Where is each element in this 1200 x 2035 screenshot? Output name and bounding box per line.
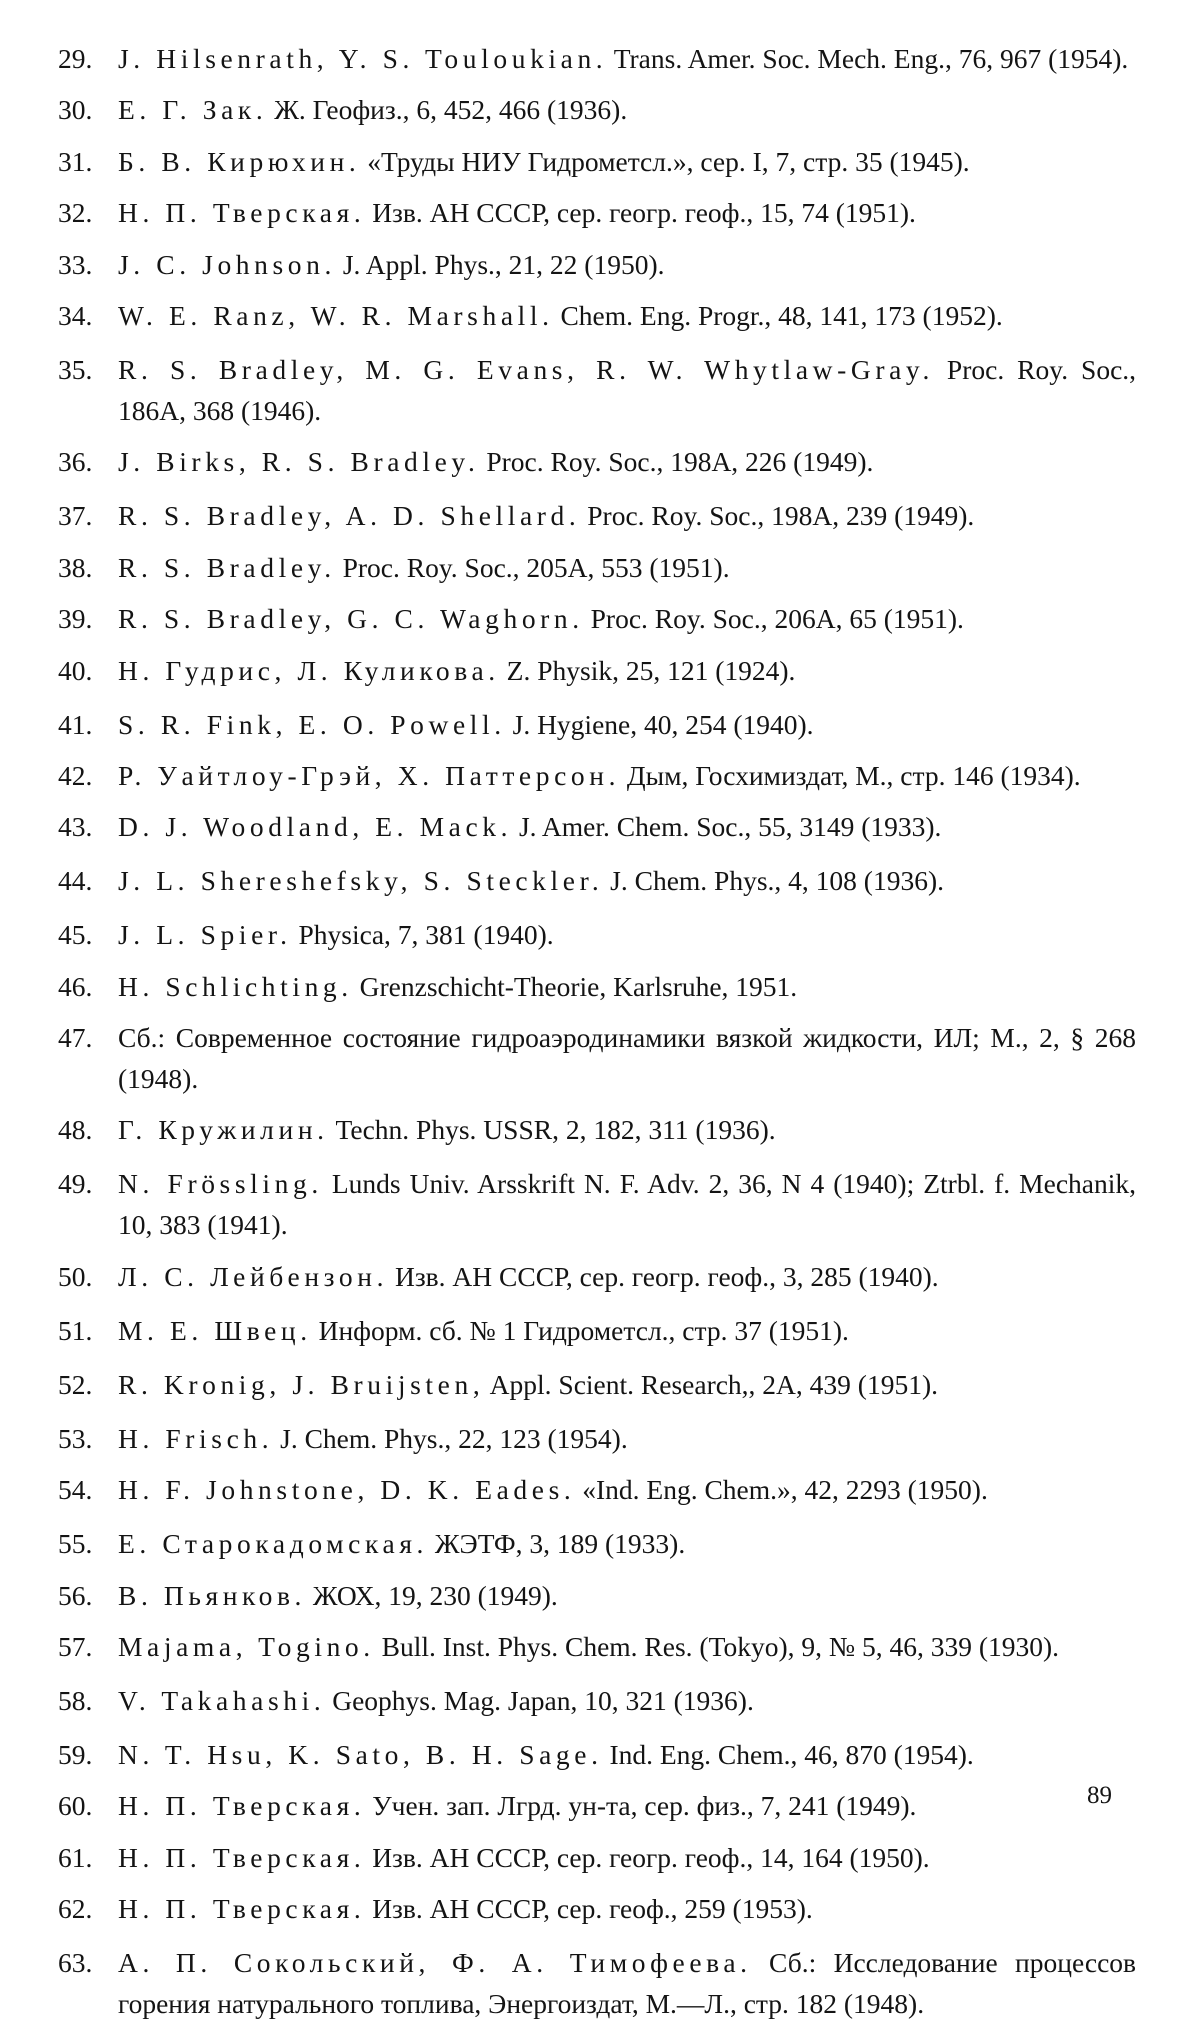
reference-text xyxy=(118,598,1136,639)
reference-authors: R. S. Bradley. xyxy=(118,551,336,583)
reference-authors: D. J. Woodland, E. Mack. xyxy=(118,811,513,843)
reference-entry xyxy=(58,441,1136,482)
reference-text xyxy=(118,860,1136,901)
reference-number: 59. xyxy=(58,1739,93,1771)
reference-text xyxy=(118,1364,1136,1405)
reference-authors: N. T. Hsu, K. Sato, B. H. Sage. xyxy=(118,1739,603,1771)
reference-number: 48. xyxy=(58,1114,93,1146)
reference-list xyxy=(58,38,1136,2035)
reference-text xyxy=(118,1310,1136,1351)
reference-entry xyxy=(58,755,1136,796)
reference-source: Ж. Геофиз., 6, 452, 466 (1936). xyxy=(274,94,628,126)
reference-source: Proc. Roy. Soc., 198A, 239 (1949). xyxy=(587,500,975,532)
reference-authors: Б. В. Кирюхин. xyxy=(118,145,361,177)
reference-source: «Ind. Eng. Chem.», 42, 2293 (1950). xyxy=(582,1474,988,1506)
reference-number: 55. xyxy=(58,1528,93,1560)
reference-entry xyxy=(58,1626,1136,1667)
reference-source: Proc. Roy. Soc., 186A, 368 (1946). xyxy=(118,353,1137,426)
reference-entry xyxy=(58,806,1136,847)
reference-entry xyxy=(58,1017,1136,1099)
reference-number: 49. xyxy=(58,1168,93,1200)
reference-number: 40. xyxy=(58,654,93,686)
reference-authors: H. F. Johnstone, D. K. Eades. xyxy=(118,1474,576,1506)
reference-number: 42. xyxy=(58,759,93,791)
reference-entry xyxy=(58,1310,1136,1351)
reference-text xyxy=(118,89,1136,130)
reference-number: 58. xyxy=(58,1685,93,1717)
reference-text xyxy=(118,966,1136,1007)
reference-entry xyxy=(58,349,1136,431)
reference-authors: Л. С. Лейбензон. xyxy=(118,1260,389,1292)
reference-authors: В. Пьянков. xyxy=(118,1579,307,1611)
reference-number: 50. xyxy=(58,1260,93,1292)
reference-number: 44. xyxy=(58,865,93,897)
reference-source: Информ. сб. № 1 Гидрометсл., стр. 37 (1951). xyxy=(318,1314,849,1346)
reference-entry xyxy=(58,1364,1136,1405)
reference-text xyxy=(118,1469,1136,1510)
reference-authors: R. S. Bradley, A. D. Shellard. xyxy=(118,500,581,532)
reference-source: ЖОХ, 19, 230 (1949). xyxy=(312,1579,558,1611)
reference-authors: W. E. Ranz, W. R. Marshall. xyxy=(118,299,554,331)
reference-authors: Н. П. Тверская. xyxy=(118,1841,366,1873)
reference-authors: Г. Кружилин. xyxy=(118,1114,329,1146)
reference-source: Ind. Eng. Chem., 46, 870 (1954). xyxy=(609,1739,974,1771)
reference-authors: Majama, Togino. xyxy=(118,1631,375,1663)
reference-number: 38. xyxy=(58,551,93,583)
reference-number: 39. xyxy=(58,603,93,635)
reference-number: 35. xyxy=(58,353,93,385)
reference-number: 52. xyxy=(58,1368,93,1400)
reference-text xyxy=(118,295,1136,336)
reference-entry xyxy=(58,860,1136,901)
reference-authors: N. Frössling. xyxy=(118,1168,323,1200)
reference-entry xyxy=(58,495,1136,536)
reference-authors: R. S. Bradley, G. C. Waghorn. xyxy=(118,603,584,635)
reference-source: Учен. зап. Лгрд. ун-та, сер. физ., 7, 241 (1949). xyxy=(372,1790,917,1822)
reference-text xyxy=(118,1256,1136,1297)
reference-number: 37. xyxy=(58,500,93,532)
reference-authors: H. Frisch. xyxy=(118,1422,274,1454)
reference-text xyxy=(118,650,1136,691)
reference-entry xyxy=(58,914,1136,955)
reference-authors: М. Е. Швец. xyxy=(118,1314,312,1346)
reference-source: Сб.: Исследование процессов горения натурального топлива, Энергоиздат, М.—Л., стр. 182 (1948). xyxy=(118,1947,1137,2020)
reference-text xyxy=(118,755,1136,796)
reference-number: 61. xyxy=(58,1841,93,1873)
reference-text xyxy=(118,806,1136,847)
reference-number: 45. xyxy=(58,919,93,951)
reference-entry xyxy=(58,89,1136,130)
reference-entry xyxy=(58,141,1136,182)
reference-number: 43. xyxy=(58,811,93,843)
reference-number: 34. xyxy=(58,299,93,331)
reference-number: 32. xyxy=(58,197,93,229)
reference-text xyxy=(118,192,1136,233)
reference-text xyxy=(118,1109,1136,1150)
reference-entry xyxy=(58,1163,1136,1245)
reference-source: J. Amer. Chem. Soc., 55, 3149 (1933). xyxy=(518,811,942,843)
reference-number: 56. xyxy=(58,1579,93,1611)
reference-authors: S. R. Fink, E. O. Powell. xyxy=(118,708,506,740)
reference-source: Appl. Scient. Research,, 2A, 439 (1951). xyxy=(489,1368,938,1400)
reference-source: Bull. Inst. Phys. Chem. Res. (Tokyo), 9, № 5, 46, 339 (1930). xyxy=(381,1631,1060,1663)
reference-entry xyxy=(58,38,1136,79)
reference-number: 29. xyxy=(58,43,93,74)
reference-number: 33. xyxy=(58,248,93,280)
reference-authors: Е. Г. Зак. xyxy=(118,94,268,126)
reference-number: 36. xyxy=(58,446,93,478)
reference-authors: J. Birks, R. S. Bradley. xyxy=(118,446,480,478)
reference-source: Lunds Univ. Arsskrift N. F. Adv. 2, 36, N 4 (1940); Ztrbl. f. Mechanik, 10, 383 (1941). xyxy=(118,1168,1136,1241)
reference-source: Proc. Roy. Soc., 205A, 553 (1951). xyxy=(342,551,730,583)
reference-number: 63. xyxy=(58,1947,93,1979)
reference-source: Proc. Roy. Soc., 206A, 65 (1951). xyxy=(590,603,964,635)
reference-text xyxy=(118,141,1136,182)
reference-text xyxy=(118,441,1136,482)
reference-authors: Н. П. Тверская. xyxy=(118,197,366,229)
reference-authors: J. Hilsenrath, Y. S. Touloukian. xyxy=(118,43,608,74)
reference-entry xyxy=(58,1523,1136,1564)
reference-text xyxy=(118,349,1136,431)
reference-number: 47. xyxy=(58,1022,93,1054)
reference-source: J. Chem. Phys., 4, 108 (1936). xyxy=(610,865,944,897)
reference-number: 60. xyxy=(58,1790,93,1822)
reference-text xyxy=(118,1626,1136,1667)
reference-source: Изв. АН СССР, сер. геогр. геоф., 3, 285 (1940). xyxy=(394,1260,939,1292)
reference-source: J. Appl. Phys., 21, 22 (1950). xyxy=(342,248,665,280)
reference-entry xyxy=(58,1418,1136,1459)
reference-number: 54. xyxy=(58,1474,93,1506)
reference-text xyxy=(118,1575,1136,1616)
reference-authors: J. L. Spier. xyxy=(118,919,292,951)
reference-source: Z. Physik, 25, 121 (1924). xyxy=(506,654,796,686)
reference-entry xyxy=(58,547,1136,588)
reference-authors: Н. Гудрис, Л. Куликова. xyxy=(118,654,500,686)
reference-text xyxy=(118,1888,1136,1929)
reference-text xyxy=(118,38,1136,79)
reference-entry xyxy=(58,1469,1136,1510)
reference-source: ЖЭТФ, 3, 189 (1933). xyxy=(434,1528,686,1560)
reference-entry xyxy=(58,1888,1136,1929)
reference-text xyxy=(118,914,1136,955)
reference-text xyxy=(118,1680,1136,1721)
reference-entry xyxy=(58,192,1136,233)
reference-authors: А. П. Сокольский, Ф. А. Тимофеева. xyxy=(118,1947,752,1979)
reference-entry xyxy=(58,1256,1136,1297)
reference-entry xyxy=(58,1575,1136,1616)
reference-authors: J. L. Shereshefsky, S. Steckler. xyxy=(118,865,604,897)
reference-number: 30. xyxy=(58,94,93,126)
reference-authors: Н. П. Тверская. xyxy=(118,1893,366,1925)
reference-entry xyxy=(58,598,1136,639)
reference-text xyxy=(118,495,1136,536)
reference-entry xyxy=(58,1109,1136,1150)
reference-number: 31. xyxy=(58,145,93,177)
reference-authors: Е. Старокадомская. xyxy=(118,1528,429,1560)
reference-authors: R. S. Bradley, M. G. Evans, R. W. Whytlaw-Gray. xyxy=(118,353,934,385)
reference-text xyxy=(118,1163,1136,1245)
reference-source: Сб.: Современное состояние гидроаэродинамики вязкой жидкости, ИЛ; М., 2, § 268 (1948). xyxy=(118,1022,1136,1095)
reference-source: Techn. Phys. USSR, 2, 182, 311 (1936). xyxy=(335,1114,776,1146)
reference-entry xyxy=(58,1942,1136,2024)
reference-text xyxy=(118,1418,1136,1459)
reference-number: 57. xyxy=(58,1631,93,1663)
reference-source: Proc. Roy. Soc., 198A, 226 (1949). xyxy=(486,446,874,478)
reference-entry xyxy=(58,244,1136,285)
reference-text xyxy=(118,704,1136,745)
reference-entry xyxy=(58,1680,1136,1721)
reference-text xyxy=(118,547,1136,588)
reference-authors: V. Takahashi. xyxy=(118,1685,326,1717)
reference-entry xyxy=(58,295,1136,336)
reference-text xyxy=(118,1785,1136,1826)
reference-source: J. Hygiene, 40, 254 (1940). xyxy=(512,708,814,740)
reference-authors: R. Kronig, J. Bruijsten, xyxy=(118,1368,485,1400)
reference-source: Grenzschicht-Theorie, Karlsruhe, 1951. xyxy=(359,970,798,1002)
reference-number: 41. xyxy=(58,708,93,740)
reference-source: J. Chem. Phys., 22, 123 (1954). xyxy=(280,1422,628,1454)
reference-source: Дым, Госхимиздат, М., стр. 146 (1934). xyxy=(626,759,1081,791)
reference-source: Physica, 7, 381 (1940). xyxy=(298,919,554,951)
reference-number: 53. xyxy=(58,1422,93,1454)
reference-source: Geophys. Mag. Japan, 10, 321 (1936). xyxy=(332,1685,754,1717)
reference-authors: H. Schlichting. xyxy=(118,970,353,1002)
reference-text xyxy=(118,1942,1136,2024)
page-number: 89 xyxy=(1087,1782,1112,1809)
reference-source: Изв. АН СССР, сер. геоф., 259 (1953). xyxy=(372,1893,813,1925)
reference-text xyxy=(118,244,1136,285)
reference-entry xyxy=(58,704,1136,745)
reference-number: 62. xyxy=(58,1893,93,1925)
reference-source: Trans. Amer. Soc. Mech. Eng., 76, 967 (1954). xyxy=(613,43,1129,74)
reference-authors: Н. П. Тверская. xyxy=(118,1790,366,1822)
reference-number: 51. xyxy=(58,1314,93,1346)
reference-source: Изв. АН СССР, сер. геогр. геоф., 14, 164 (1950). xyxy=(372,1841,930,1873)
reference-authors: Р. Уайтлоу-Грэй, Х. Паттерсон. xyxy=(118,759,621,791)
reference-authors: J. C. Johnson. xyxy=(118,248,336,280)
reference-text xyxy=(118,1734,1136,1775)
reference-entry xyxy=(58,650,1136,691)
reference-source: Изв. АН СССР, сер. геогр. геоф., 15, 74 (1951). xyxy=(372,197,916,229)
reference-number: 46. xyxy=(58,970,93,1002)
reference-text xyxy=(118,1017,1136,1099)
reference-source: Chem. Eng. Progr., 48, 141, 173 (1952). xyxy=(560,299,1003,331)
reference-entry xyxy=(58,966,1136,1007)
reference-text xyxy=(118,1523,1136,1564)
reference-entry xyxy=(58,1734,1136,1775)
reference-entry xyxy=(58,1785,1136,1826)
reference-source: «Труды НИУ Гидрометсл.», сер. I, 7, стр. 35 (1945). xyxy=(367,145,970,177)
